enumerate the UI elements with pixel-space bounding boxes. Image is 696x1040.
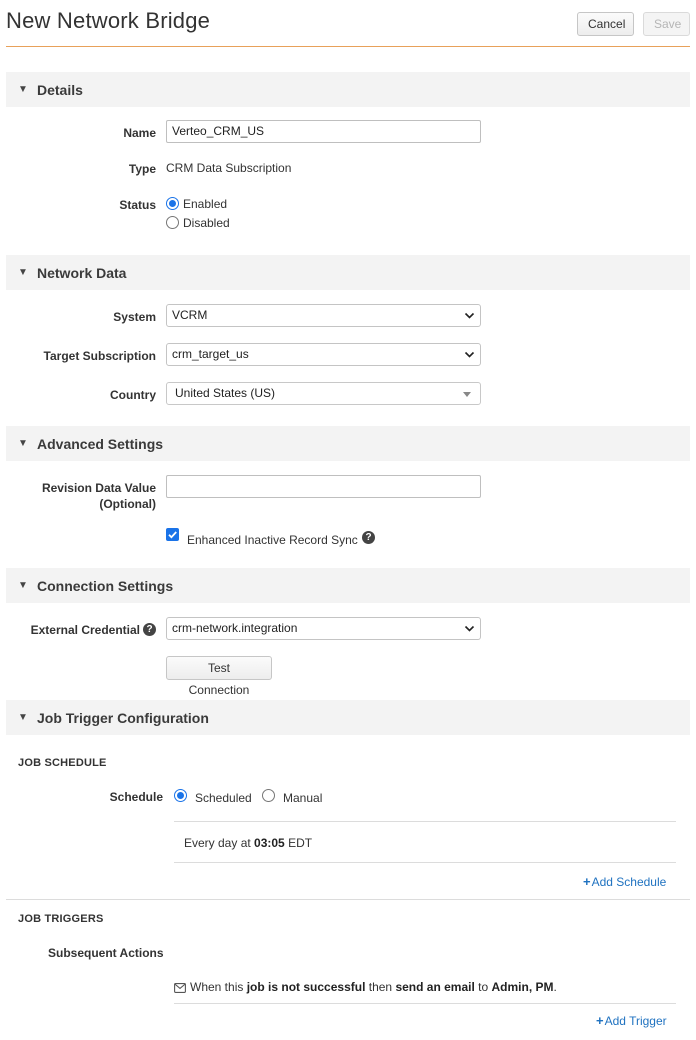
test-connection-button[interactable]: Test Connection <box>166 656 272 680</box>
country-label: Country <box>110 388 156 402</box>
page-title: New Network Bridge <box>6 8 211 33</box>
schedule-entry-timezone: EDT <box>284 836 313 850</box>
collapse-triangle-icon: ▼ <box>18 438 28 449</box>
external-credential-label: External Credential <box>30 623 140 637</box>
system-select-value: VCRM <box>172 308 208 322</box>
save-button[interactable]: Save <box>643 12 690 36</box>
job-schedule-heading: JOB SCHEDULE <box>18 757 107 769</box>
collapse-triangle-icon: ▼ <box>18 712 28 723</box>
trigger-text-3: to <box>474 980 492 994</box>
section-title: Details <box>37 82 83 98</box>
schedule-label: Schedule <box>109 790 163 804</box>
divider <box>174 1003 676 1004</box>
schedule-manual-radio[interactable] <box>262 789 275 802</box>
external-credential-select[interactable] <box>166 617 481 640</box>
schedule-entry-time: 03:05 <box>254 836 285 850</box>
schedule-scheduled-radio[interactable] <box>174 789 187 802</box>
section-details-header[interactable] <box>6 72 690 107</box>
section-title: Advanced Settings <box>37 436 164 452</box>
chevron-down-icon <box>464 310 475 321</box>
status-disabled-radio[interactable] <box>166 216 179 229</box>
chevron-down-icon <box>464 349 475 360</box>
target-subscription-select[interactable] <box>166 343 481 366</box>
system-select[interactable] <box>166 304 481 327</box>
type-label: Type <box>128 162 156 176</box>
status-label: Status <box>119 198 156 212</box>
enhanced-sync-checkbox[interactable] <box>166 528 179 541</box>
collapse-triangle-icon: ▼ <box>18 84 28 95</box>
job-triggers-heading: JOB TRIGGERS <box>18 913 104 925</box>
trigger-entry[interactable] <box>174 980 557 996</box>
country-select-value: United States (US) <box>175 386 276 400</box>
envelope-icon <box>174 982 186 996</box>
section-advanced-settings-header[interactable] <box>6 426 690 461</box>
question-help-icon[interactable]: ? <box>362 531 375 544</box>
plus-icon: + <box>596 1013 604 1028</box>
trigger-text-2: then <box>365 980 396 994</box>
add-schedule-link[interactable] <box>583 874 666 889</box>
schedule-entry-prefix: Every day at <box>184 836 255 850</box>
section-job-trigger-header[interactable] <box>6 700 690 735</box>
collapse-triangle-icon: ▼ <box>18 267 28 278</box>
cancel-button[interactable]: Cancel <box>577 12 634 36</box>
revision-data-optional-label: (Optional) <box>99 497 156 511</box>
section-connection-settings-header[interactable] <box>6 568 690 603</box>
section-network-data-header[interactable] <box>6 255 690 290</box>
type-value: CRM Data Subscription <box>166 161 292 175</box>
country-select[interactable] <box>166 382 481 405</box>
schedule-scheduled-label[interactable]: Scheduled <box>195 791 252 805</box>
revision-data-input[interactable] <box>166 475 481 498</box>
trigger-recipients: Admin, PM <box>491 980 554 994</box>
page-header <box>6 0 690 47</box>
system-label: System <box>113 310 156 324</box>
caret-down-icon <box>463 392 471 397</box>
section-title: Connection Settings <box>37 578 174 594</box>
divider <box>174 862 676 863</box>
target-subscription-label: Target Subscription <box>43 349 156 363</box>
trigger-text-4: . <box>553 980 557 994</box>
name-input[interactable]: Verteo_CRM_US <box>166 120 481 143</box>
status-enabled-radio[interactable] <box>166 197 179 210</box>
trigger-text-1: When this <box>190 980 247 994</box>
status-enabled-label[interactable]: Enabled <box>183 197 228 211</box>
plus-icon: + <box>583 874 591 889</box>
section-title: Job Trigger Configuration <box>37 710 209 726</box>
name-label: Name <box>123 126 156 140</box>
enhanced-sync-label[interactable]: Enhanced Inactive Record Sync <box>187 533 358 547</box>
section-title: Network Data <box>37 265 127 281</box>
divider <box>6 899 690 900</box>
subsequent-actions-label: Subsequent Actions <box>48 946 164 960</box>
add-trigger-link[interactable] <box>596 1013 667 1028</box>
schedule-entry[interactable] <box>184 836 312 850</box>
status-disabled-label[interactable]: Disabled <box>183 216 230 230</box>
chevron-down-icon <box>464 623 475 634</box>
target-subscription-value: crm_target_us <box>172 347 249 361</box>
divider <box>174 821 676 822</box>
collapse-triangle-icon: ▼ <box>18 580 28 591</box>
question-help-icon[interactable]: ? <box>143 623 156 636</box>
revision-data-label: Revision Data Value <box>41 481 156 495</box>
trigger-action: send an email <box>395 980 475 994</box>
schedule-manual-label[interactable]: Manual <box>283 791 323 805</box>
add-schedule-label: Add Schedule <box>591 875 667 889</box>
trigger-condition: job is not successful <box>246 980 366 994</box>
add-trigger-label: Add Trigger <box>604 1014 667 1028</box>
external-credential-value: crm-network.integration <box>172 621 298 635</box>
